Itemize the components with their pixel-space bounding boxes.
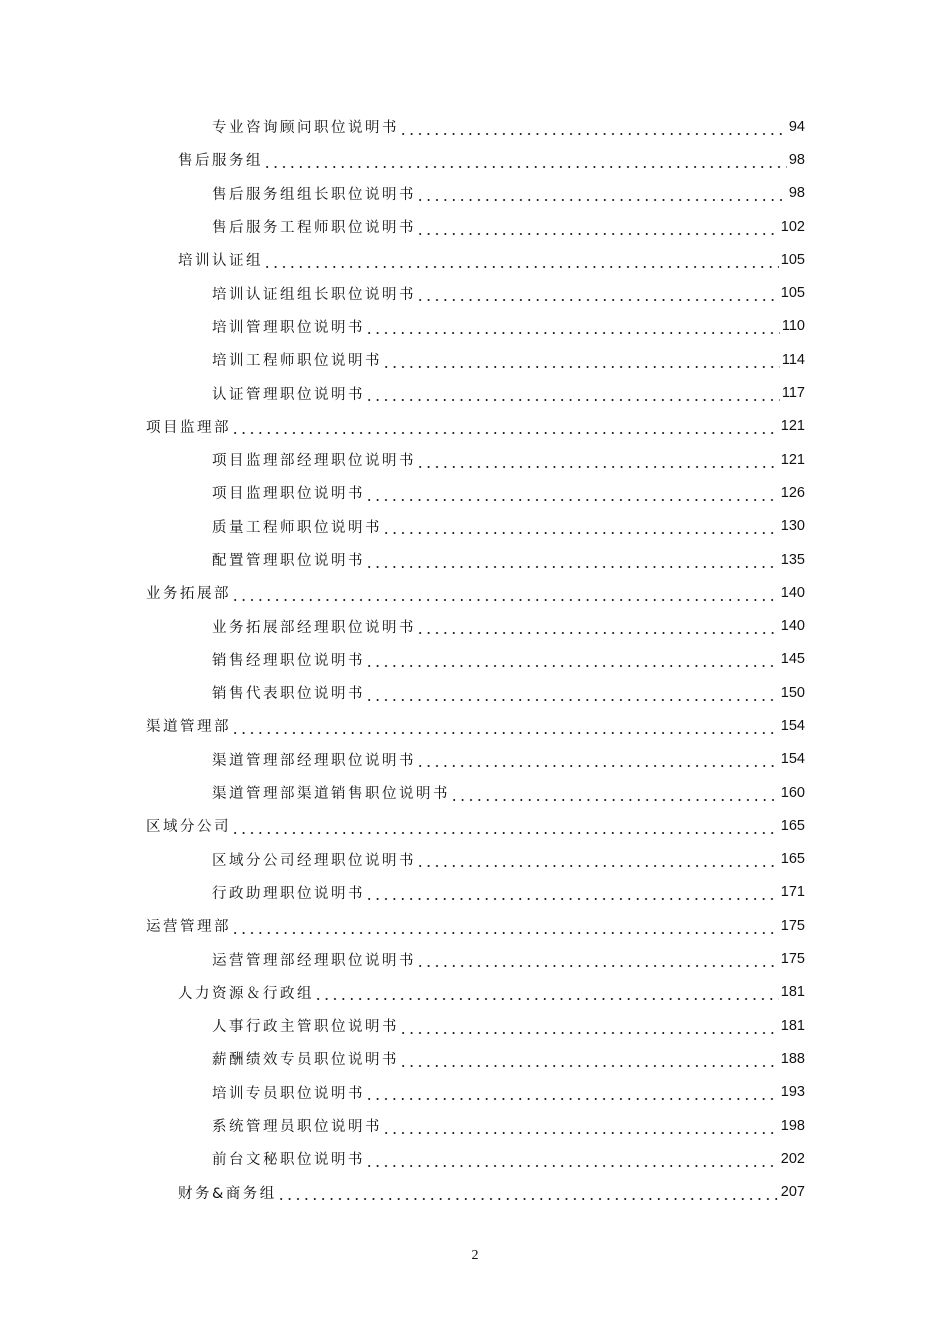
- toc-entry[interactable]: [0, 609, 950, 642]
- toc-entry-page: 105: [780, 251, 805, 268]
- toc-dot-leader: [416, 455, 779, 469]
- toc-entry-page: 175: [780, 951, 805, 968]
- toc-entry[interactable]: [0, 876, 950, 909]
- toc-entry-title: 渠道管理部渠道销售职位说明书: [212, 786, 450, 803]
- toc-entry-title: 专业咨询顾问职位说明书: [212, 120, 399, 137]
- toc-entry[interactable]: [0, 809, 950, 842]
- toc-entry-page: 202: [780, 1150, 805, 1167]
- toc-entry-page: 207: [780, 1184, 805, 1201]
- toc-entry-page: 110: [781, 318, 805, 335]
- toc-entry-title: 项目监理部经理职位说明书: [212, 453, 416, 470]
- toc-entry[interactable]: [0, 376, 950, 409]
- toc-entry-page: 171: [780, 884, 805, 901]
- toc-entry-page: 165: [780, 817, 805, 834]
- toc-dot-leader: [365, 1087, 779, 1101]
- toc-entry-title: 业务拓展部经理职位说明书: [212, 619, 416, 636]
- toc-entry-page: 114: [781, 351, 805, 368]
- toc-entry-title: 行政助理职位说明书: [212, 885, 365, 902]
- toc-entry-title: 售后服务组组长职位说明书: [212, 186, 416, 203]
- toc-entry[interactable]: [0, 676, 950, 709]
- toc-entry[interactable]: [0, 343, 950, 376]
- toc-entry[interactable]: [0, 709, 950, 742]
- toc-dot-leader: [416, 621, 779, 635]
- toc-entry-page: 126: [780, 484, 805, 501]
- toc-entry-title: 前台文秘职位说明书: [212, 1152, 365, 1169]
- toc-entry-page: 121: [780, 418, 805, 435]
- toc-entry-title: 培训认证组: [178, 253, 263, 270]
- toc-entry-title: 人事行政主管职位说明书: [212, 1019, 399, 1036]
- toc-entry[interactable]: [0, 1009, 950, 1042]
- toc-entry-title: 人力资源＆行政组: [178, 985, 314, 1002]
- toc-entry-page: 121: [780, 451, 805, 468]
- toc-entry-title: 区域分公司经理职位说明书: [212, 852, 416, 869]
- toc-entry-title: 财务&商务组: [178, 1185, 277, 1202]
- toc-dot-leader: [382, 521, 779, 535]
- toc-dot-leader: [231, 421, 779, 435]
- toc-dot-leader: [416, 188, 787, 202]
- toc-entry-page: 140: [780, 618, 805, 635]
- toc-entry-page: 181: [780, 984, 805, 1001]
- toc-entry[interactable]: [0, 143, 950, 176]
- toc-entry-title: 售后服务组: [178, 153, 263, 170]
- toc-entry-title: 渠道管理部: [146, 719, 231, 736]
- toc-dot-leader: [365, 488, 779, 502]
- toc-entry-page: 165: [780, 851, 805, 868]
- toc-entry[interactable]: [0, 310, 950, 343]
- toc-entry[interactable]: [0, 1109, 950, 1142]
- toc-dot-leader: [416, 854, 779, 868]
- toc-entry-title: 业务拓展部: [146, 586, 231, 603]
- toc-entry-title: 项目监理部: [146, 419, 231, 436]
- toc-entry-title: 系统管理员职位说明书: [212, 1119, 382, 1136]
- toc-entry[interactable]: [0, 243, 950, 276]
- toc-dot-leader: [416, 754, 779, 768]
- toc-dot-leader: [365, 1154, 779, 1168]
- toc-entry[interactable]: [0, 510, 950, 543]
- toc-entry-page: 175: [780, 917, 805, 934]
- toc-dot-leader: [416, 954, 779, 968]
- toc-dot-leader: [263, 155, 787, 169]
- toc-entry[interactable]: [0, 543, 950, 576]
- toc-entry[interactable]: [0, 443, 950, 476]
- toc-entry-page: 154: [780, 717, 805, 734]
- toc-entry-page: 160: [780, 784, 805, 801]
- toc-dot-leader: [314, 987, 779, 1001]
- toc-entry-page: 98: [788, 185, 805, 202]
- toc-entry-title: 区域分公司: [146, 819, 231, 836]
- toc-entry-page: 94: [788, 118, 805, 135]
- toc-dot-leader: [382, 1121, 779, 1135]
- toc-entry[interactable]: [0, 643, 950, 676]
- toc-dot-leader: [365, 688, 779, 702]
- toc-dot-leader: [399, 122, 787, 136]
- toc-entry[interactable]: [0, 1076, 950, 1109]
- toc-entry-title: 销售经理职位说明书: [212, 652, 365, 669]
- toc-entry-title: 售后服务工程师职位说明书: [212, 220, 416, 237]
- toc-entry-title: 培训工程师职位说明书: [212, 353, 382, 370]
- toc-entry[interactable]: [0, 976, 950, 1009]
- toc-entry-page: 102: [780, 218, 805, 235]
- toc-entry[interactable]: [0, 276, 950, 309]
- toc-entry-title: 薪酬绩效专员职位说明书: [212, 1052, 399, 1069]
- toc-entry-page: 117: [781, 385, 805, 402]
- toc-entry-page: 188: [780, 1050, 805, 1067]
- toc-entry-page: 135: [780, 551, 805, 568]
- toc-entry[interactable]: [0, 410, 950, 443]
- toc-entry-page: 130: [780, 518, 805, 535]
- toc-dot-leader: [399, 1054, 779, 1068]
- toc-entry-page: 181: [780, 1017, 805, 1034]
- toc-entry-page: 193: [780, 1084, 805, 1101]
- toc-dot-leader: [416, 222, 779, 236]
- table-of-contents: [0, 110, 950, 1209]
- toc-dot-leader: [365, 654, 779, 668]
- toc-dot-leader: [277, 1187, 779, 1201]
- toc-entry[interactable]: [0, 476, 950, 509]
- toc-entry[interactable]: [0, 776, 950, 809]
- toc-entry-page: 105: [780, 285, 805, 302]
- toc-entry-page: 150: [780, 684, 805, 701]
- toc-entry[interactable]: [0, 1142, 950, 1175]
- toc-entry[interactable]: [0, 177, 950, 210]
- toc-entry[interactable]: [0, 576, 950, 609]
- toc-dot-leader: [231, 921, 779, 935]
- toc-entry-page: 154: [780, 751, 805, 768]
- toc-entry[interactable]: [0, 110, 950, 143]
- toc-entry-page: 145: [780, 651, 805, 668]
- toc-entry-page: 140: [780, 584, 805, 601]
- toc-entry-title: 质量工程师职位说明书: [212, 519, 382, 536]
- toc-entry-title: 培训认证组组长职位说明书: [212, 286, 416, 303]
- toc-entry[interactable]: [0, 843, 950, 876]
- toc-entry-title: 培训管理职位说明书: [212, 319, 365, 336]
- toc-dot-leader: [231, 721, 779, 735]
- toc-entry-title: 销售代表职位说明书: [212, 686, 365, 703]
- toc-dot-leader: [365, 555, 779, 569]
- toc-dot-leader: [231, 821, 779, 835]
- toc-dot-leader: [231, 588, 779, 602]
- toc-dot-leader: [365, 321, 780, 335]
- toc-dot-leader: [450, 788, 779, 802]
- toc-dot-leader: [365, 887, 779, 901]
- toc-entry[interactable]: [0, 1176, 950, 1209]
- toc-entry-title: 培训专员职位说明书: [212, 1085, 365, 1102]
- toc-entry[interactable]: [0, 942, 950, 975]
- toc-dot-leader: [416, 288, 779, 302]
- toc-entry-title: 渠道管理部经理职位说明书: [212, 752, 416, 769]
- toc-entry-page: 198: [780, 1117, 805, 1134]
- toc-entry-title: 运营管理部: [146, 919, 231, 936]
- toc-dot-leader: [382, 355, 780, 369]
- toc-dot-leader: [365, 388, 780, 402]
- toc-entry[interactable]: [0, 909, 950, 942]
- toc-entry-title: 运营管理部经理职位说明书: [212, 952, 416, 969]
- toc-dot-leader: [399, 1021, 779, 1035]
- toc-entry-title: 配置管理职位说明书: [212, 553, 365, 569]
- toc-entry-title: 项目监理职位说明书: [212, 486, 365, 503]
- toc-entry-page: 98: [788, 151, 805, 168]
- toc-entry-title: 认证管理职位说明书: [212, 386, 365, 403]
- page-number: 2: [471, 1248, 479, 1263]
- toc-dot-leader: [263, 255, 779, 269]
- toc-entry[interactable]: [0, 1042, 950, 1075]
- toc-entry[interactable]: [0, 743, 950, 776]
- toc-entry[interactable]: [0, 210, 950, 243]
